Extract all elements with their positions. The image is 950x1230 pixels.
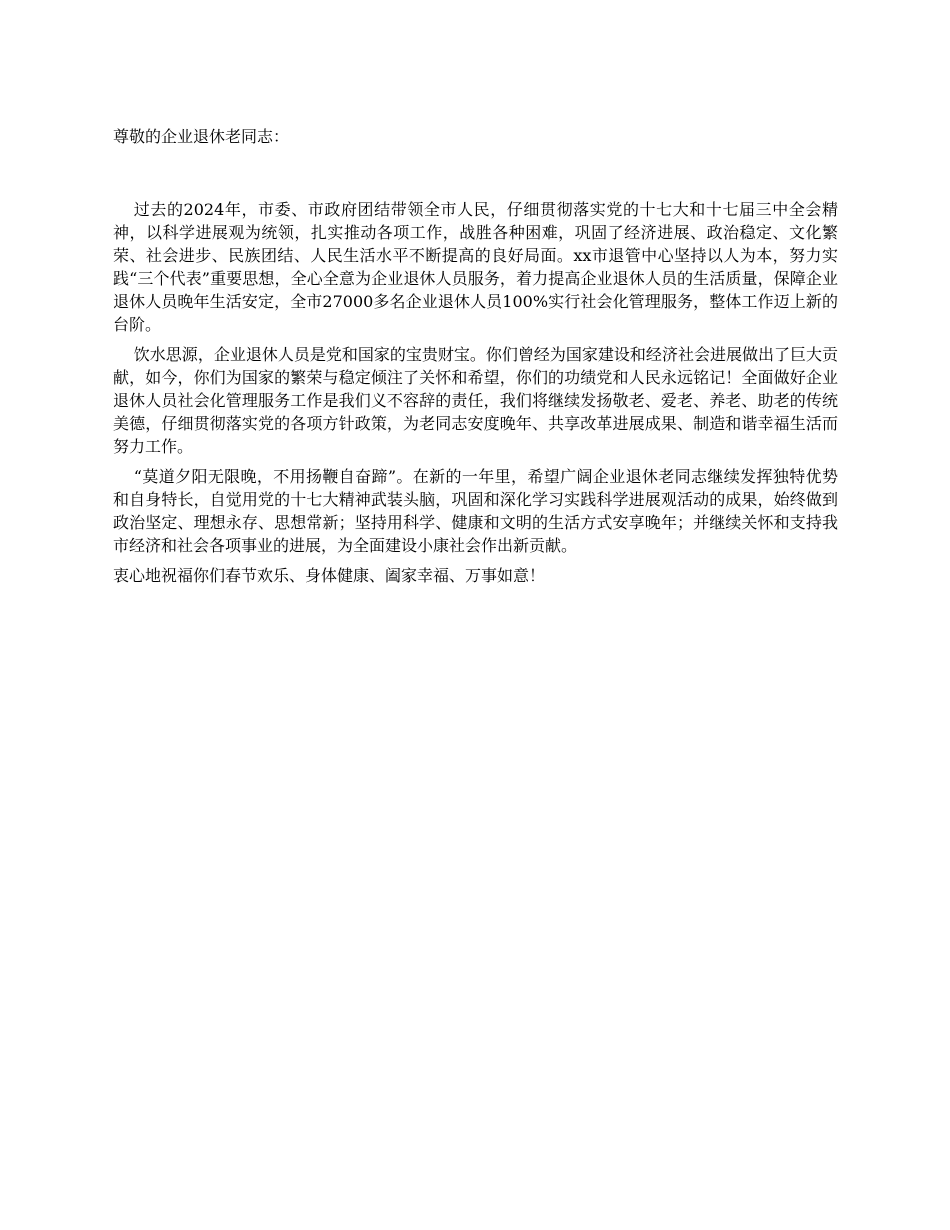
letter-body bbox=[113, 125, 838, 587]
letter-salutation: 尊敬的企业退休老同志： bbox=[113, 127, 290, 146]
letter-closing: 衷心地祝福你们春节欢乐、身体健康、阖家幸福、万事如意！ bbox=[113, 566, 546, 585]
letter-paragraph-2: 饮水思源，企业退休人员是党和国家的宝贵财宝。你们曾经为国家建设和经济社会进展做出了巨大贡献，如今，你们为国家的繁荣与稳定倾注了关怀和希望，你们的功绩党和人民永远铭记！全面做好企业退休人员社会化管理服务工作是我们义不容辞的责任，我们将继续发扬敬老、爱老、养老、助老的传统美德，仔细贯彻落实党的各项方针政策，为老同志安度晚年、共享改革进展成果、制造和谐幸福生活而努力工作。 bbox=[113, 345, 838, 456]
letter-paragraph-3: “莫道夕阳无限晚，不用扬鞭自奋蹄”。在新的一年里，希望广阔企业退休老同志继续发挥独特优势和自身特长，自觉用党的十七大精神武装头脑，巩固和深化学习实践科学进展观活动的成果，始终做到政治坚定、理想永存、思想常新；坚持用科学、健康和文明的生活方式安享晚年；并继续关怀和支持我市经济和社会各项事业的进展，为全面建设小康社会作出新贡献。 bbox=[113, 467, 838, 555]
letter-paragraph-1: 过去的2024年，市委、市政府团结带领全市人民，仔细贯彻落实党的十七大和十七届三中全会精神，以科学进展观为统领，扎实推动各项工作，战胜各种困难，巩固了经济进展、政治稳定、文化繁荣、社会进步、民族团结、人民生活水平不断提高的良好局面。xx市退管中心坚持以人为本，努力实践“三个代表”重要思想，全心全意为企业退休人员服务，着力提高企业退休人员的生活质量，保障企业退休人员晚年生活安定，全市27000多名企业退休人员100%实行社会化管理服务，整体工作迈上新的台阶。 bbox=[113, 200, 838, 334]
